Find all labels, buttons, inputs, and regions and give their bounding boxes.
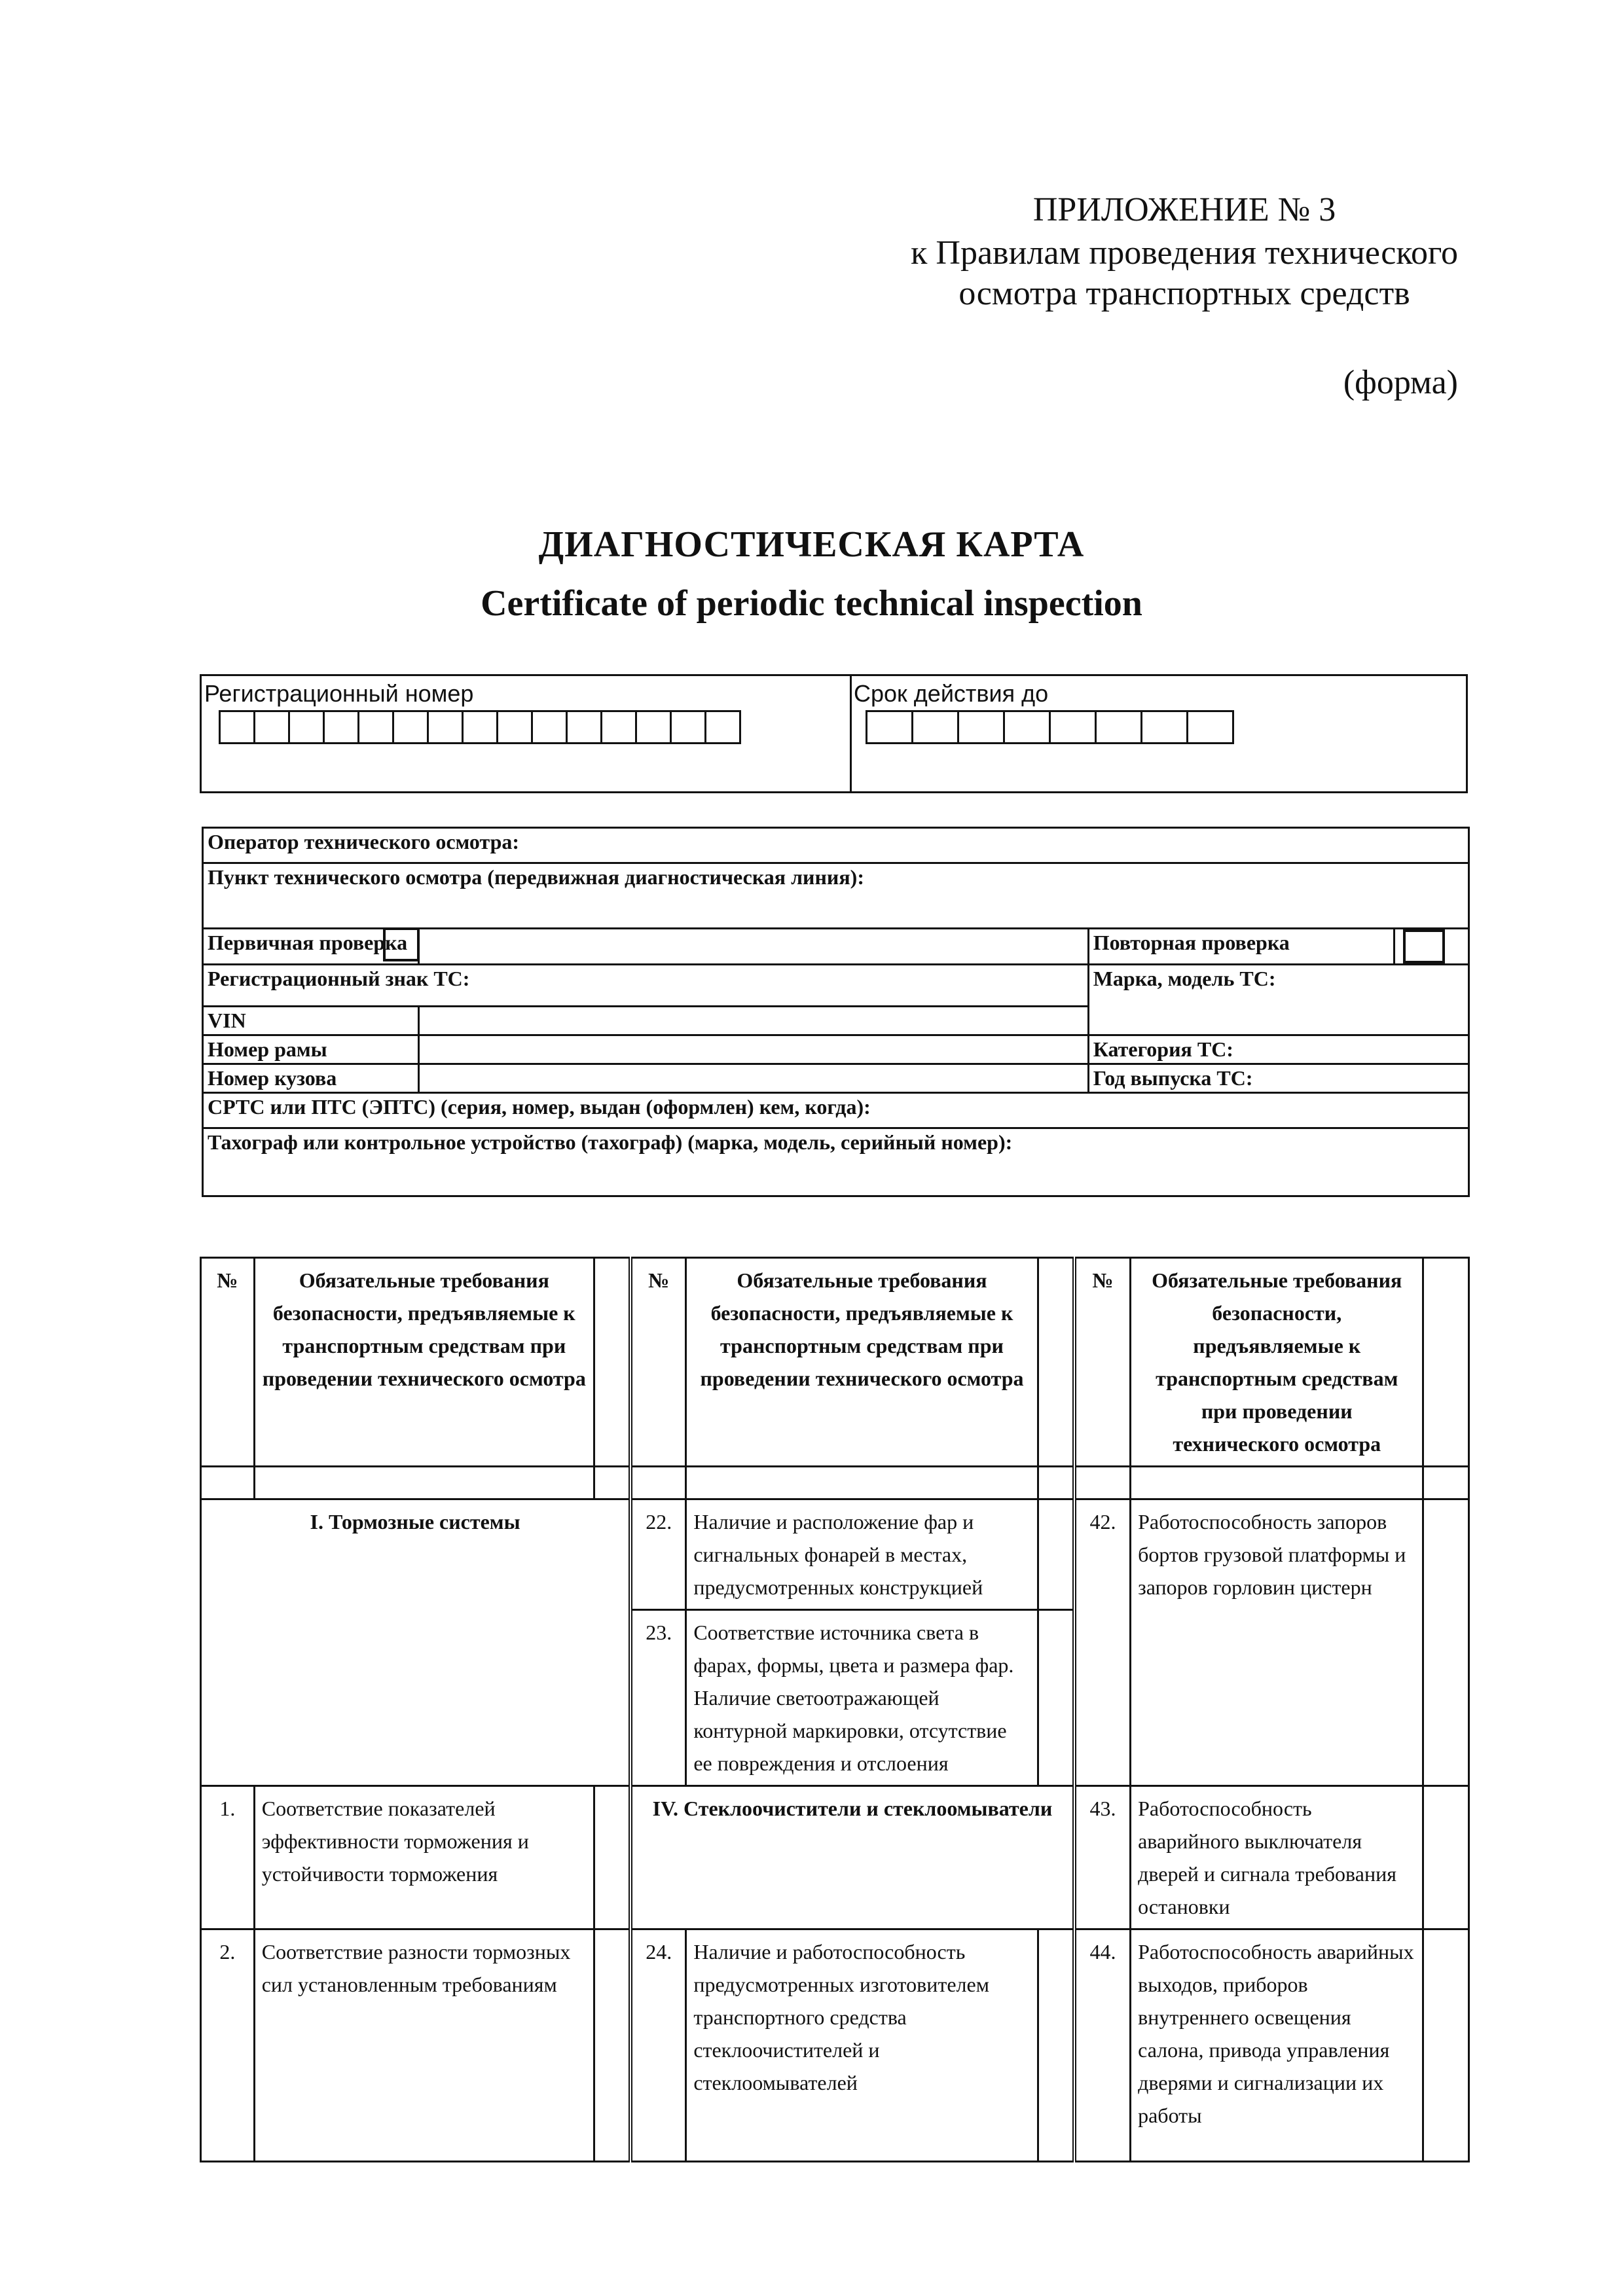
- entry-cell[interactable]: [221, 710, 255, 744]
- operator-row[interactable]: [203, 828, 1469, 863]
- entry-cell[interactable]: [637, 710, 672, 744]
- repeat-check-label: Повторная проверка: [1093, 931, 1290, 954]
- vin-label-cell: [203, 1007, 419, 1035]
- primary-check-cell: [203, 929, 419, 965]
- registration-box: [200, 674, 1468, 793]
- body-value[interactable]: [418, 1064, 1088, 1093]
- vin-value[interactable]: [418, 1007, 1088, 1035]
- req-mark[interactable]: [1423, 1929, 1469, 2162]
- spacer-cell: [630, 1467, 686, 1499]
- document-title: ДИАГНОСТИЧЕСКАЯ КАРТА: [538, 524, 1085, 565]
- req-mark[interactable]: [1423, 1786, 1469, 1929]
- col1-header: Обязательные требования безопасности, предъявляемые к транспортным средствам при проведении технического осмотра: [254, 1258, 594, 1467]
- requirements-table: [200, 1257, 1470, 2162]
- body-label-cell: [203, 1064, 419, 1093]
- primary-check-label: Первичная проверка: [208, 931, 408, 954]
- category-cell[interactable]: [1088, 1035, 1468, 1064]
- operator-label: Оператор технического осмотра:: [208, 830, 520, 853]
- vehicle-info-table: [202, 827, 1470, 1197]
- reg-number-cells[interactable]: [219, 710, 741, 744]
- entry-cell[interactable]: [959, 710, 1005, 744]
- req-text: Соответствие показателей эффективности торможения и устойчивости торможения: [254, 1786, 594, 1929]
- make-model-cell[interactable]: [1088, 965, 1468, 1035]
- req-text: Работоспособность аварийных выходов, приборов внутреннего освещения салона, привода управления дверями и сигнализации их работы: [1131, 1929, 1423, 2162]
- valid-until-label: Срок действия до: [854, 680, 1049, 707]
- appendix-line2: к Правилам проведения технического: [911, 234, 1458, 272]
- appendix-line3: осмотра транспортных средств: [958, 275, 1410, 312]
- spacer-cell: [1074, 1467, 1131, 1499]
- req-number: 42.: [1074, 1499, 1131, 1786]
- point-label: Пункт технического осмотра (передвижная диагностическая линия):: [208, 865, 864, 889]
- tacho-row[interactable]: [203, 1128, 1469, 1196]
- req-mark[interactable]: [1038, 1499, 1074, 1610]
- srts-label: СРТС или ПТС (ЭПТС) (серия, номер, выдан (оформлен) кем, когда):: [208, 1095, 871, 1119]
- appendix-header: [911, 191, 1458, 313]
- col2-header: Обязательные требования безопасности, предъявляемые к транспортным средствам при проведении технического осмотра: [686, 1258, 1038, 1467]
- spacer-cell: [686, 1467, 1038, 1499]
- entry-cell[interactable]: [498, 710, 533, 744]
- req-mark[interactable]: [1038, 1610, 1074, 1786]
- req-text: Соответствие разности тормозных сил установленным требованиям: [254, 1929, 594, 2162]
- repeat-check-box-cell: [1395, 929, 1469, 965]
- entry-cell[interactable]: [672, 710, 706, 744]
- spacer-cell: [1131, 1467, 1423, 1499]
- col2-num-header: №: [630, 1258, 686, 1467]
- point-row[interactable]: [203, 863, 1469, 929]
- repeat-check-cell: [1088, 929, 1394, 965]
- req-mark[interactable]: [594, 1786, 630, 1929]
- form-label: (форма): [1343, 364, 1458, 401]
- entry-cell[interactable]: [867, 710, 913, 744]
- entry-cell[interactable]: [1142, 710, 1188, 744]
- entry-cell[interactable]: [1005, 710, 1051, 744]
- req-mark[interactable]: [1038, 1929, 1074, 2162]
- req-number: 24.: [630, 1929, 686, 2162]
- entry-cell[interactable]: [429, 710, 464, 744]
- section-wipers: IV. Стеклоочистители и стеклоомыватели: [630, 1786, 1074, 1929]
- valid-until-cells[interactable]: [866, 710, 1234, 744]
- req-mark[interactable]: [1423, 1499, 1469, 1786]
- col2-mark-header: [1038, 1258, 1074, 1467]
- spacer-cell: [201, 1467, 255, 1499]
- req-text: Соответствие источника света в фарах, формы, цвета и размера фар. Наличие светоотражающей контурной маркировки, отсутствие ее повреждения и отслоения: [686, 1610, 1038, 1786]
- col1-mark-header: [594, 1258, 630, 1467]
- spacer-cell: [1423, 1467, 1469, 1499]
- section-braking: I. Тормозные системы: [201, 1499, 631, 1786]
- reg-number-label: Регистрационный номер: [204, 680, 474, 707]
- frame-label: Номер рамы: [208, 1037, 327, 1061]
- req-text: Работоспособность аварийного выключателя дверей и сигнала требования остановки: [1131, 1786, 1423, 1929]
- req-number: 23.: [630, 1610, 686, 1786]
- entry-cell[interactable]: [568, 710, 602, 744]
- req-number: 43.: [1074, 1786, 1131, 1929]
- spacer-cell: [1038, 1467, 1074, 1499]
- entry-cell[interactable]: [602, 710, 637, 744]
- req-number: 22.: [630, 1499, 686, 1610]
- repeat-check-checkbox[interactable]: [1403, 929, 1445, 963]
- body-label: Номер кузова: [208, 1066, 337, 1090]
- entry-cell[interactable]: [1097, 710, 1142, 744]
- frame-value[interactable]: [418, 1035, 1088, 1064]
- primary-check-checkbox[interactable]: [383, 927, 420, 961]
- entry-cell[interactable]: [533, 710, 568, 744]
- spacer-cell: [594, 1467, 630, 1499]
- entry-cell[interactable]: [359, 710, 394, 744]
- entry-cell[interactable]: [1051, 710, 1097, 744]
- req-number: 2.: [201, 1929, 255, 2162]
- col3-header: Обязательные требования безопасности, предъявляемые к транспортным средствам при проведении технического осмотра: [1131, 1258, 1423, 1467]
- col3-num-header: №: [1074, 1258, 1131, 1467]
- req-number: 1.: [201, 1786, 255, 1929]
- req-number: 44.: [1074, 1929, 1131, 2162]
- category-label: Категория ТС:: [1093, 1037, 1233, 1061]
- year-label: Год выпуска ТС:: [1093, 1066, 1253, 1090]
- srts-row[interactable]: [203, 1093, 1469, 1128]
- make-model-label: Марка, модель ТС:: [1093, 967, 1276, 990]
- req-mark[interactable]: [594, 1929, 630, 2162]
- req-text: Наличие и работоспособность предусмотренных изготовителем транспортного средства стеклоочистителей и стеклоомывателей: [686, 1929, 1038, 2162]
- reg-sign-label: Регистрационный знак ТС:: [208, 967, 470, 990]
- year-cell[interactable]: [1088, 1064, 1468, 1093]
- entry-cell[interactable]: [1188, 710, 1234, 744]
- reg-sign-row[interactable]: [203, 965, 1089, 1007]
- req-text: Наличие и расположение фар и сигнальных фонарей в местах, предусмотренных конструкцией: [686, 1499, 1038, 1610]
- tacho-label: Тахограф или контрольное устройство (тахограф) (марка, модель, серийный номер):: [208, 1130, 1013, 1154]
- document-subtitle: Certificate of periodic technical inspection: [481, 583, 1142, 624]
- entry-cell[interactable]: [325, 710, 359, 744]
- primary-check-blank: [418, 929, 1088, 965]
- registration-divider: [850, 676, 852, 791]
- col1-num-header: №: [201, 1258, 255, 1467]
- entry-cell[interactable]: [255, 710, 290, 744]
- entry-cell[interactable]: [290, 710, 325, 744]
- entry-cell[interactable]: [394, 710, 429, 744]
- entry-cell[interactable]: [464, 710, 498, 744]
- frame-label-cell: [203, 1035, 419, 1064]
- vin-label: VIN: [208, 1009, 246, 1032]
- req-text: Работоспособность запоров бортов грузовой платформы и запоров горловин цистерн: [1131, 1499, 1423, 1786]
- appendix-number: ПРИЛОЖЕНИЕ № 3: [1032, 191, 1336, 228]
- col3-mark-header: [1423, 1258, 1469, 1467]
- entry-cell[interactable]: [706, 710, 741, 744]
- spacer-cell: [254, 1467, 594, 1499]
- entry-cell[interactable]: [913, 710, 959, 744]
